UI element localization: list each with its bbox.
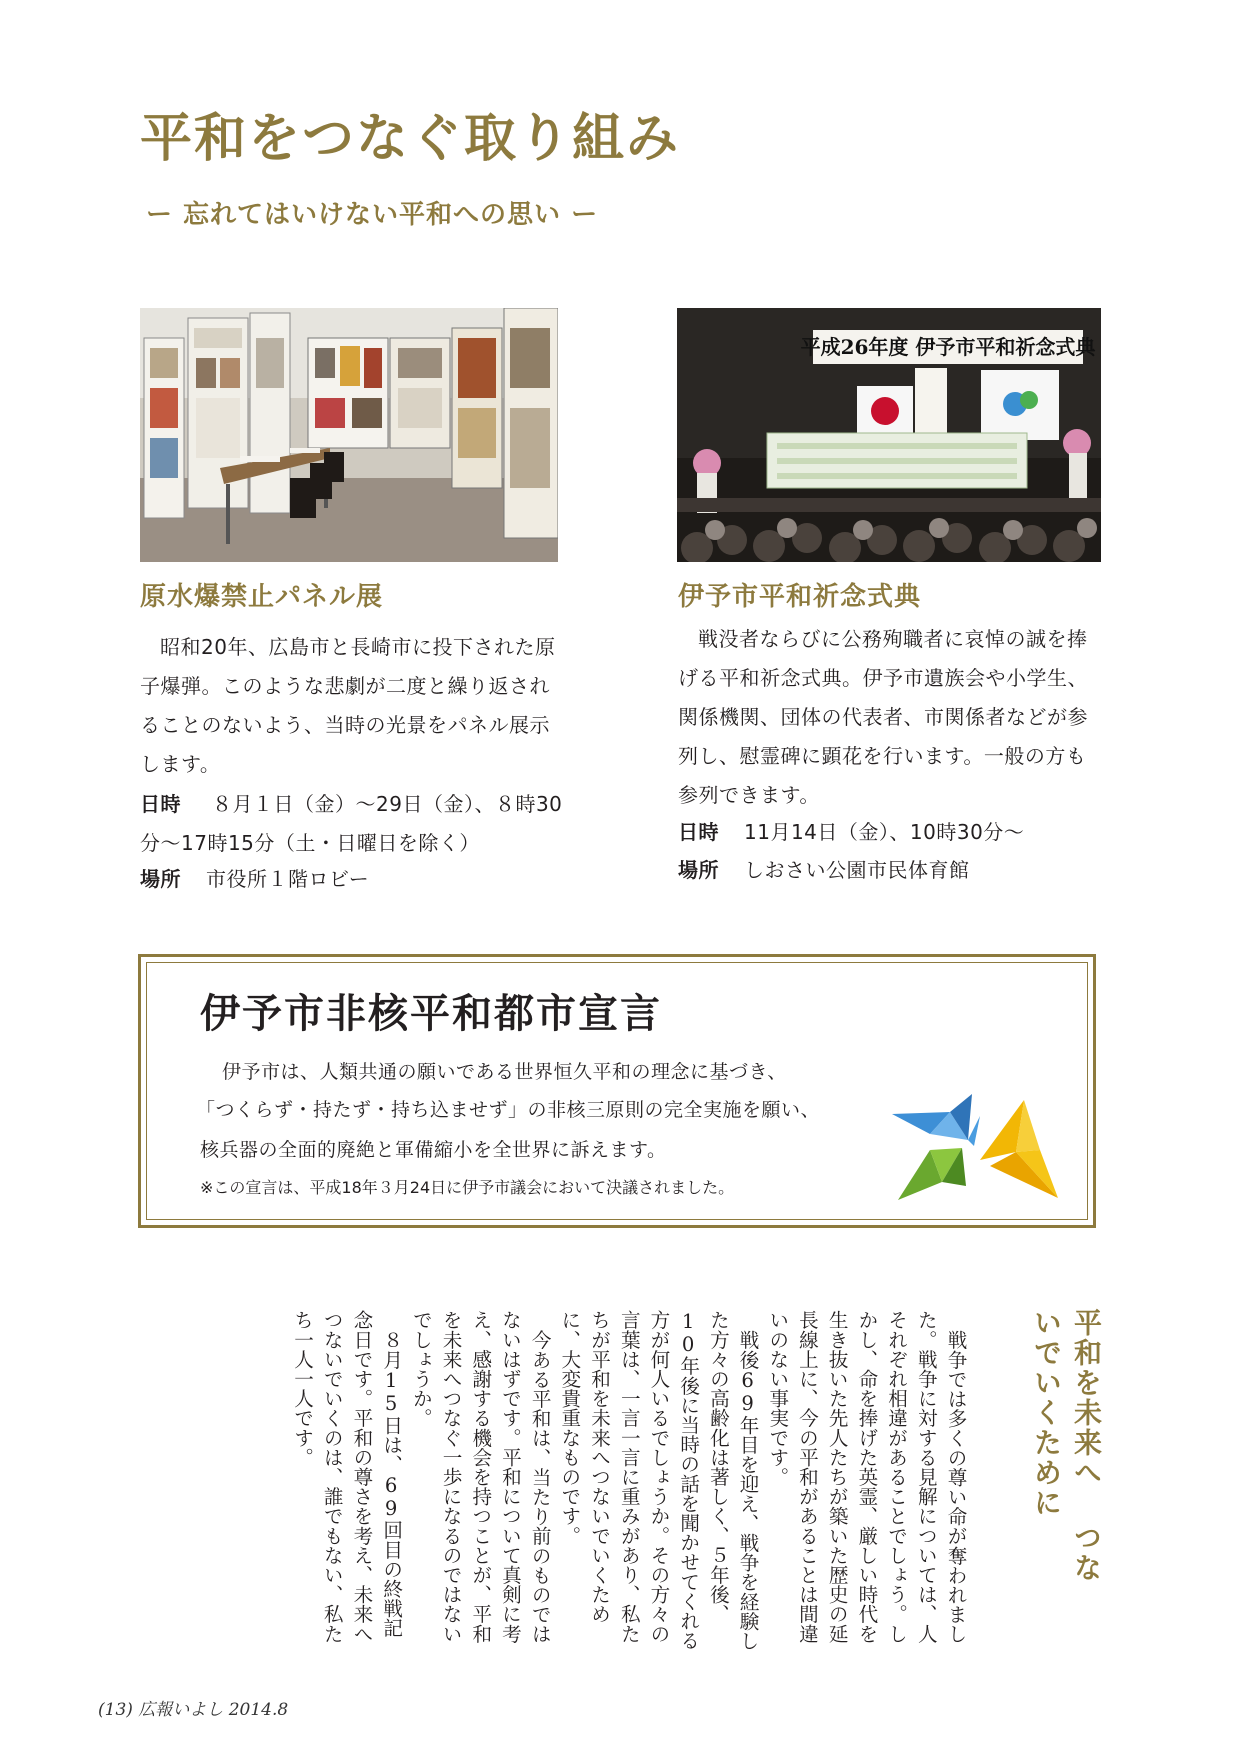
event-place-panel-exhibition	[140, 860, 369, 899]
place-value: 市役所１階ロビー	[206, 867, 370, 891]
ceremony-banner-text: 平成26年度 伊予市平和祈念式典	[800, 335, 1096, 359]
declaration-line-1: 伊予市は、人類共通の願いである世界恒久平和の理念に基づき、	[222, 1061, 787, 1083]
place-label: 場所	[678, 858, 719, 882]
event-description-panel-exhibition: 昭和20年、広島市と長崎市に投下された原子爆弾。このような悲劇が二度と繰り返されることのないよう、当時の光景をパネル展示します。	[140, 635, 556, 776]
date-value: ８月１日（金）～29日（金）、８時30分～17時15分（土・日曜日を除く）	[140, 792, 563, 855]
place-value: しおさい公園市民体育館	[744, 858, 970, 882]
event-date-panel-exhibition	[140, 785, 580, 863]
place-label: 場所	[140, 867, 181, 891]
essay-body	[130, 1310, 970, 1650]
declaration-note: ※この宣言は、平成18年３月24日に伊予市議会において決議されました。	[200, 1178, 735, 1197]
event-heading-peace-ceremony: 伊予市平和祈念式典	[678, 582, 922, 612]
event-heading-panel-exhibition: 原水爆禁止パネル展	[140, 582, 384, 612]
essay-paragraph: 戦後69年目を迎え、戦争を経験した方々の高齢化は著しく、５年後、10年後に当時の話を聞かせてくれる方が何人いるでしょうか。その方々の言葉は、一言一言に重みがあり、私たちが平和を未来へつないでいくために、大変貴重なものです。	[557, 1310, 760, 1650]
peace-ceremony-photo	[677, 308, 1101, 562]
declaration-line-2: 「つくらず・持たず・持ち込ませず」の非核三原則の完全実施を願い、	[196, 1099, 821, 1121]
declaration-title: 伊予市非核平和都市宣言	[200, 990, 662, 1037]
essay-paragraph: 今ある平和は、当たり前のものではないはずです。平和について真剣に考え、感謝する機会を持つことが、平和を未来へつなぐ一歩になるのではないでしょうか。	[409, 1310, 552, 1644]
event-date-peace-ceremony	[678, 813, 1024, 852]
event-description-peace-ceremony: 戦没者ならびに公務殉職者に哀悼の誠を捧げる平和祈念式典。伊予市遺族会や小学生、関係機関、団体の代表者、市関係者などが参列し、慰霊碑に顕花を行います。一般の方も参列できます。	[678, 627, 1088, 807]
date-label: 日時	[140, 792, 181, 816]
paper-cranes-illustration	[890, 1090, 1060, 1202]
essay-paragraph: ８月15日は、69回目の終戦記念日です。平和の尊さを考え、未来へつないでいくのは、誰でもない、私たち一人一人です。	[290, 1310, 403, 1644]
essay-heading: 平和を未来へ つないでいくために	[1030, 1308, 1103, 1583]
essay-paragraph: 戦争では多くの尊い命が奪われました。戦争に対する見解については、人それぞれ相違があることでしょう。しかし、命を捧げた英霊、厳しい時代を生き抜いた先人たちが築いた歴史の延長線上に、今の平和があることは間違いのない事実です。	[765, 1310, 967, 1644]
date-label: 日時	[678, 820, 719, 844]
page-title: 平和をつなぐ取り組み	[140, 109, 681, 169]
event-place-peace-ceremony	[678, 851, 970, 890]
declaration-line-3: 核兵器の全面的廃絶と軍備縮小を全世界に訴えます。	[200, 1139, 667, 1161]
date-value: 11月14日（金）、10時30分～	[744, 820, 1025, 844]
page-subtitle: ー 忘れてはいけない平和への思い ー	[146, 200, 599, 230]
panel-exhibition-photo	[140, 308, 558, 562]
page-footer: (13) 広報いよし 2014.8	[98, 1700, 289, 1720]
